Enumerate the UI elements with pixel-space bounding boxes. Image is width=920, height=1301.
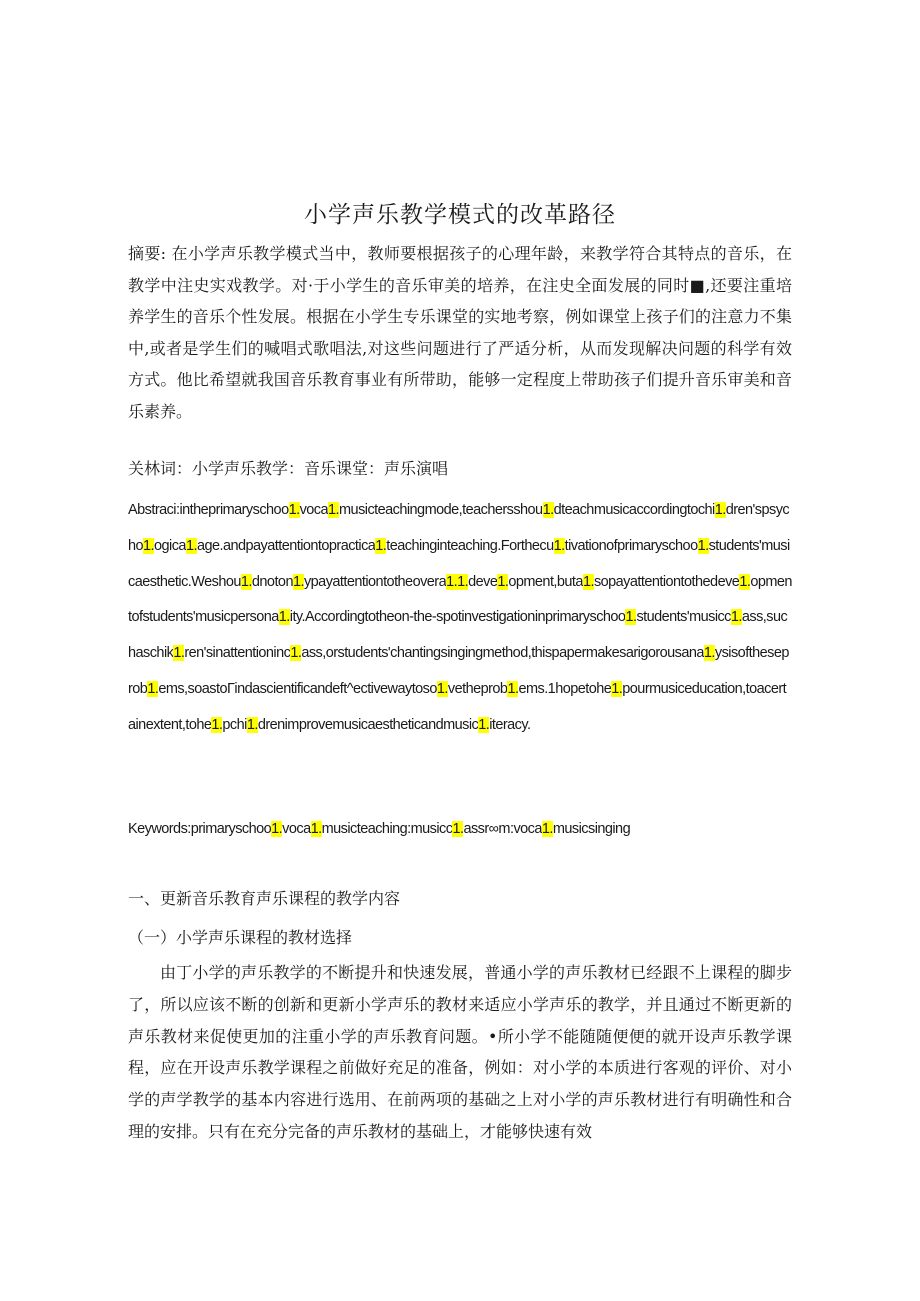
highlighted-text: 1. [714,502,726,518]
highlighted-text: 1. [240,573,252,590]
subsection-heading: （一）小学声乐课程的教材选择 [128,928,353,947]
highlighted-text: 1. [697,537,709,554]
highlighted-text: 1. [497,573,509,590]
highlighted-text: 1. [375,537,387,554]
highlighted-text: 1. [703,645,715,662]
chinese-keywords: 关林词：小学声乐教学：音乐课堂：声乐演唱 [128,459,449,478]
highlighted-text: 1. [173,645,185,662]
highlighted-text: 1. [507,680,519,697]
highlighted-text: 1. [147,680,159,697]
english-abstract: Abstraci:intheprimaryschoo1.voca1.musicteachingmode,teachersshou1.dteachmusicaccordingtochi1.dren'spsycho1.ogica1.age.andpayattentiontopractica1.teachinginteaching.Forthecu1.tivationofprimaryschoo1.students'musicaesthetic.Weshou1.dnoton1.ypayattentiontotheovera1.1.deve1.opment,buta1.sopayattentiontothedeve1.opmentofstudents'musicpersona1.ity.Accordingtotheon-the-spotinvestigationinprimaryschoo1.students'musicc1.ass,suchaschik1.ren'sinattentioninc1.ass,orstudents'chantingsingingmethod,thispapermakesarigorousana1.ysisoftheseprob1.ems,soastoΓindascientificandeft^ectivewaytoso1.vetheprob1.ems.1hopetohe1.pourmusiceducation,toacertainextent,tohe1.pchi1.drenimprovemusicaestheticandmusic1.iteracy. [128,502,792,733]
highlighted-text: 1. [271,821,283,837]
highlighted-text: 1. [457,573,469,590]
highlighted-text: 1. [436,680,448,697]
highlighted-text: 1. [542,502,554,518]
highlighted-text: 1. [478,716,490,733]
highlighted-text: 1. [553,537,565,554]
highlighted-text: 1. [288,502,300,518]
highlighted-text: 1. [625,609,637,626]
highlighted-text: 1. [328,502,340,518]
highlighted-text: 1. [446,573,458,590]
highlighted-text: 1. [292,573,304,590]
body-paragraph: 由丁小学的声乐教学的不断提升和快速发展，普通小学的声乐教材已经跟不上课程的脚步了，所以应该不断的创新和更新小学声乐的教材来适应小学声乐的教学，并且通过不断更新的声乐教材来促使更加的注重小学的声乐教育问题。•所小学不能随随便便的就开设声乐教学课程，应在开设声乐教学课程之前做好充足的准备，例如：对小学的本质进行客观的评价、对小学的声学教学的基本内容进行选用、在前两项的基础之上对小学的声乐教材进行有明确性和合理的安排。只有在充分完备的声乐教材的基础上，才能够快速有效 [128,963,792,1141]
highlighted-text: 1. [739,573,751,590]
section-heading: 一、更新音乐教育声乐课程的教学内容 [128,889,401,908]
highlighted-text: 1. [246,716,258,733]
highlighted-text: 1. [278,609,290,626]
highlighted-text: 1. [611,680,623,697]
document-title: 小学声乐教学模式的改革路径 [304,202,616,228]
english-keywords: Keywords:primaryschoo1.voca1.musicteaching:musicc1.assr∞m:voca1.musicsinging [128,821,631,837]
chinese-abstract: 摘要: 在小学声乐教学模式当中，教师要根据孩子的心理年龄，来教学符合其特点的音乐，在教学中注史实戏教学。对·于小学生的音乐审美的培养，在注史全面发展的同时■,还要注重培养学生的音乐个性发展。根据在小学生专乐课堂的实地考察，例如课堂上孩子们的注意力不集中,或者是学生们的喊唱式歌唱法,对这些问题进行了严适分析，从而发现解决问题的科学有效方式。他比希望就我国音乐教育事业有所带助，能够一定程度上带助孩子们提升音乐审美和音乐素养。 [128,244,792,421]
highlighted-text: 1. [541,821,553,837]
highlighted-text: 1. [582,573,594,590]
highlighted-text: 1. [310,821,322,837]
highlighted-text: 1. [290,645,302,662]
highlighted-text: 1. [143,537,155,554]
highlighted-text: 1. [211,716,223,733]
highlighted-text: 1. [185,537,197,554]
highlighted-text: 1. [730,609,742,626]
highlighted-text: 1. [452,821,464,837]
